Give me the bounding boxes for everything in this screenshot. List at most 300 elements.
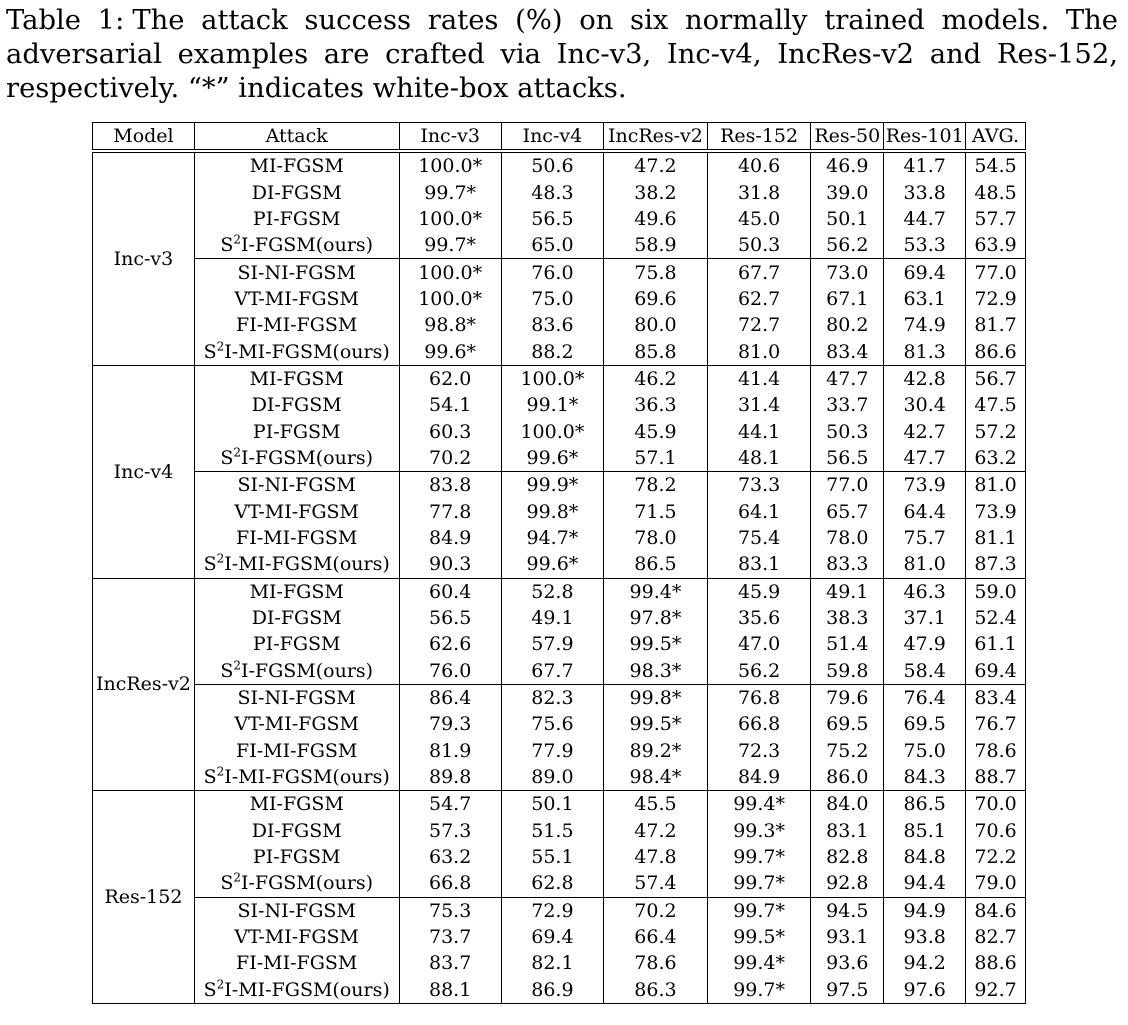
table-row xyxy=(93,578,1026,605)
value-cell: 77.9 xyxy=(501,738,603,764)
value-cell: 51.5 xyxy=(501,818,603,844)
value-cell: 83.4 xyxy=(811,338,884,365)
value-cell: 82.7 xyxy=(966,924,1026,950)
value-cell: 57.9 xyxy=(501,631,603,657)
value-cell: 33.8 xyxy=(884,179,966,205)
value-cell: 41.4 xyxy=(707,365,811,392)
value-cell: 94.4 xyxy=(884,870,966,897)
value-cell: 49.6 xyxy=(604,206,708,232)
value-cell: 99.7* xyxy=(399,179,501,205)
value-cell: 61.1 xyxy=(966,631,1026,657)
table-row xyxy=(93,818,1026,844)
value-cell: 56.7 xyxy=(966,365,1026,392)
value-cell: 94.7* xyxy=(501,525,603,551)
table-row xyxy=(93,179,1026,205)
value-cell: 54.5 xyxy=(966,151,1026,179)
value-cell: 99.7* xyxy=(707,844,811,870)
attack-cell: $S^2I-MI-FGSM(ours)$ xyxy=(194,764,399,791)
table-row xyxy=(93,897,1026,924)
value-cell: 38.2 xyxy=(604,179,708,205)
value-cell: 73.0 xyxy=(811,259,884,286)
model-cell: IncRes-v2 xyxy=(93,578,195,791)
table-row xyxy=(93,286,1026,312)
value-cell: 47.5 xyxy=(966,392,1026,418)
value-cell: 65.7 xyxy=(811,498,884,524)
value-cell: 78.0 xyxy=(604,525,708,551)
value-cell: 97.5 xyxy=(811,977,884,1004)
value-cell: 69.5 xyxy=(884,711,966,737)
value-cell: 56.2 xyxy=(707,658,811,685)
value-cell: 100.0* xyxy=(501,418,603,444)
attack-cell: PI-FGSM xyxy=(194,631,399,657)
value-cell: 77.0 xyxy=(811,472,884,499)
value-cell: 47.9 xyxy=(884,631,966,657)
column-header-avg: AVG. xyxy=(966,123,1026,152)
value-cell: 31.8 xyxy=(707,179,811,205)
value-cell: 83.7 xyxy=(399,950,501,976)
table-row xyxy=(93,498,1026,524)
value-cell: 49.1 xyxy=(811,578,884,605)
value-cell: 50.1 xyxy=(811,206,884,232)
value-cell: 54.7 xyxy=(399,791,501,818)
attack-cell: SI-NI-FGSM xyxy=(194,897,399,924)
value-cell: 86.5 xyxy=(604,551,708,578)
value-cell: 93.8 xyxy=(884,924,966,950)
value-cell: 39.0 xyxy=(811,179,884,205)
value-cell: 58.4 xyxy=(884,658,966,685)
value-cell: 83.1 xyxy=(811,818,884,844)
value-cell: 99.8* xyxy=(501,498,603,524)
value-cell: 100.0* xyxy=(399,151,501,179)
value-cell: 75.3 xyxy=(399,897,501,924)
value-cell: 62.0 xyxy=(399,365,501,392)
value-cell: 49.1 xyxy=(501,605,603,631)
value-cell: 60.4 xyxy=(399,578,501,605)
value-cell: 33.7 xyxy=(811,392,884,418)
value-cell: 77.0 xyxy=(966,259,1026,286)
value-cell: 75.7 xyxy=(884,525,966,551)
value-cell: 47.7 xyxy=(811,365,884,392)
value-cell: 99.1* xyxy=(501,392,603,418)
value-cell: 63.1 xyxy=(884,286,966,312)
value-cell: 57.7 xyxy=(966,206,1026,232)
value-cell: 64.1 xyxy=(707,498,811,524)
value-cell: 66.8 xyxy=(399,870,501,897)
value-cell: 93.6 xyxy=(811,950,884,976)
table-row xyxy=(93,870,1026,897)
value-cell: 100.0* xyxy=(399,286,501,312)
value-cell: 60.3 xyxy=(399,418,501,444)
value-cell: 99.6* xyxy=(501,551,603,578)
value-cell: 30.4 xyxy=(884,392,966,418)
value-cell: 80.2 xyxy=(811,312,884,338)
value-cell: 70.2 xyxy=(604,897,708,924)
table-row xyxy=(93,924,1026,950)
value-cell: 56.5 xyxy=(399,605,501,631)
value-cell: 72.9 xyxy=(966,286,1026,312)
attack-cell: MI-FGSM xyxy=(194,365,399,392)
value-cell: 99.4* xyxy=(707,791,811,818)
value-cell: 62.8 xyxy=(501,870,603,897)
value-cell: 98.8* xyxy=(399,312,501,338)
value-cell: 54.1 xyxy=(399,392,501,418)
value-cell: 84.9 xyxy=(399,525,501,551)
value-cell: 45.0 xyxy=(707,206,811,232)
value-cell: 47.8 xyxy=(604,844,708,870)
attack-cell: MI-FGSM xyxy=(194,578,399,605)
table-body xyxy=(93,151,1026,1004)
value-cell: 72.9 xyxy=(501,897,603,924)
attack-cell: SI-NI-FGSM xyxy=(194,259,399,286)
value-cell: 88.7 xyxy=(966,764,1026,791)
value-cell: 99.5* xyxy=(604,631,708,657)
table-row xyxy=(93,151,1026,179)
value-cell: 100.0* xyxy=(399,206,501,232)
attack-cell: $S^2I-FGSM(ours)$ xyxy=(194,658,399,685)
value-cell: 99.7* xyxy=(707,897,811,924)
value-cell: 44.1 xyxy=(707,418,811,444)
column-header-res-152: Res-152 xyxy=(707,123,811,152)
value-cell: 84.9 xyxy=(707,764,811,791)
table-row xyxy=(93,418,1026,444)
value-cell: 66.8 xyxy=(707,711,811,737)
value-cell: 63.2 xyxy=(399,844,501,870)
value-cell: 81.0 xyxy=(966,472,1026,499)
value-cell: 86.6 xyxy=(966,338,1026,365)
model-cell: Res-152 xyxy=(93,791,195,1004)
value-cell: 99.3* xyxy=(707,818,811,844)
value-cell: 88.1 xyxy=(399,977,501,1004)
value-cell: 47.0 xyxy=(707,631,811,657)
table-row xyxy=(93,658,1026,685)
value-cell: 75.0 xyxy=(884,738,966,764)
value-cell: 72.3 xyxy=(707,738,811,764)
value-cell: 98.4* xyxy=(604,764,708,791)
value-cell: 47.2 xyxy=(604,818,708,844)
attack-cell: FI-MI-FGSM xyxy=(194,950,399,976)
value-cell: 51.4 xyxy=(811,631,884,657)
value-cell: 88.2 xyxy=(501,338,603,365)
value-cell: 48.3 xyxy=(501,179,603,205)
caption-label: Table 1: xyxy=(6,5,125,36)
table-row xyxy=(93,684,1026,711)
table-row xyxy=(93,472,1026,499)
table-row xyxy=(93,365,1026,392)
value-cell: 44.7 xyxy=(884,206,966,232)
table-row xyxy=(93,525,1026,551)
value-cell: 97.8* xyxy=(604,605,708,631)
value-cell: 84.3 xyxy=(884,764,966,791)
value-cell: 59.0 xyxy=(966,578,1026,605)
value-cell: 56.5 xyxy=(811,445,884,472)
table-caption xyxy=(6,4,1118,106)
value-cell: 99.6* xyxy=(501,445,603,472)
value-cell: 70.6 xyxy=(966,818,1026,844)
table-row xyxy=(93,206,1026,232)
value-cell: 46.9 xyxy=(811,151,884,179)
attack-cell: SI-NI-FGSM xyxy=(194,684,399,711)
attack-cell: VT-MI-FGSM xyxy=(194,711,399,737)
value-cell: 57.2 xyxy=(966,418,1026,444)
value-cell: 100.0* xyxy=(501,365,603,392)
value-cell: 86.0 xyxy=(811,764,884,791)
value-cell: 98.3* xyxy=(604,658,708,685)
table-row xyxy=(93,605,1026,631)
value-cell: 75.6 xyxy=(501,711,603,737)
value-cell: 66.4 xyxy=(604,924,708,950)
value-cell: 79.6 xyxy=(811,684,884,711)
model-cell: Inc-v4 xyxy=(93,365,195,578)
value-cell: 84.8 xyxy=(884,844,966,870)
value-cell: 76.7 xyxy=(966,711,1026,737)
value-cell: 75.0 xyxy=(501,286,603,312)
value-cell: 99.6* xyxy=(399,338,501,365)
value-cell: 50.3 xyxy=(707,232,811,259)
attack-cell: VT-MI-FGSM xyxy=(194,924,399,950)
value-cell: 69.4 xyxy=(501,924,603,950)
column-header-inc-v3: Inc-v3 xyxy=(399,123,501,152)
value-cell: 93.1 xyxy=(811,924,884,950)
table-row xyxy=(93,392,1026,418)
value-cell: 58.9 xyxy=(604,232,708,259)
value-cell: 92.7 xyxy=(966,977,1026,1004)
value-cell: 76.4 xyxy=(884,684,966,711)
caption-text: The attack success rates (%) on six normally trained models. The adversarial examples are crafted via Inc-v3, Inc-v4, IncRes-v2 and Res-152, respectively. “*” indicates white-box attacks. xyxy=(6,5,1118,104)
value-cell: 59.8 xyxy=(811,658,884,685)
value-cell: 65.0 xyxy=(501,232,603,259)
value-cell: 78.6 xyxy=(604,950,708,976)
table-header xyxy=(93,123,1026,152)
value-cell: 50.1 xyxy=(501,791,603,818)
table-row xyxy=(93,977,1026,1004)
value-cell: 69.4 xyxy=(884,259,966,286)
value-cell: 100.0* xyxy=(399,259,501,286)
value-cell: 73.3 xyxy=(707,472,811,499)
value-cell: 38.3 xyxy=(811,605,884,631)
value-cell: 62.7 xyxy=(707,286,811,312)
value-cell: 45.9 xyxy=(604,418,708,444)
value-cell: 81.9 xyxy=(399,738,501,764)
value-cell: 99.5* xyxy=(707,924,811,950)
value-cell: 57.1 xyxy=(604,445,708,472)
value-cell: 69.6 xyxy=(604,286,708,312)
value-cell: 62.6 xyxy=(399,631,501,657)
value-cell: 41.7 xyxy=(884,151,966,179)
value-cell: 86.9 xyxy=(501,977,603,1004)
value-cell: 85.1 xyxy=(884,818,966,844)
value-cell: 87.3 xyxy=(966,551,1026,578)
attack-cell: FI-MI-FGSM xyxy=(194,525,399,551)
attack-cell: MI-FGSM xyxy=(194,791,399,818)
value-cell: 88.6 xyxy=(966,950,1026,976)
value-cell: 84.0 xyxy=(811,791,884,818)
value-cell: 48.5 xyxy=(966,179,1026,205)
attack-cell: DI-FGSM xyxy=(194,605,399,631)
value-cell: 99.4* xyxy=(604,578,708,605)
value-cell: 45.5 xyxy=(604,791,708,818)
attack-cell: SI-NI-FGSM xyxy=(194,472,399,499)
table-row xyxy=(93,764,1026,791)
value-cell: 76.0 xyxy=(501,259,603,286)
value-cell: 50.6 xyxy=(501,151,603,179)
value-cell: 69.5 xyxy=(811,711,884,737)
value-cell: 40.6 xyxy=(707,151,811,179)
value-cell: 81.0 xyxy=(707,338,811,365)
column-header-res-50: Res-50 xyxy=(811,123,884,152)
attack-cell: PI-FGSM xyxy=(194,844,399,870)
value-cell: 76.8 xyxy=(707,684,811,711)
value-cell: 78.6 xyxy=(966,738,1026,764)
value-cell: 99.7* xyxy=(399,232,501,259)
value-cell: 81.3 xyxy=(884,338,966,365)
value-cell: 82.3 xyxy=(501,684,603,711)
value-cell: 99.8* xyxy=(604,684,708,711)
value-cell: 64.4 xyxy=(884,498,966,524)
value-cell: 89.0 xyxy=(501,764,603,791)
value-cell: 92.8 xyxy=(811,870,884,897)
value-cell: 37.1 xyxy=(884,605,966,631)
value-cell: 82.8 xyxy=(811,844,884,870)
value-cell: 99.7* xyxy=(707,977,811,1004)
value-cell: 52.4 xyxy=(966,605,1026,631)
value-cell: 55.1 xyxy=(501,844,603,870)
value-cell: 31.4 xyxy=(707,392,811,418)
attack-cell: $S^2I-MI-FGSM(ours)$ xyxy=(194,977,399,1004)
table-row xyxy=(93,738,1026,764)
table-row xyxy=(93,844,1026,870)
value-cell: 71.5 xyxy=(604,498,708,524)
value-cell: 80.0 xyxy=(604,312,708,338)
value-cell: 79.0 xyxy=(966,870,1026,897)
attack-cell: PI-FGSM xyxy=(194,206,399,232)
table-row xyxy=(93,791,1026,818)
results-table xyxy=(92,122,1026,1004)
attack-cell: $S^2I-FGSM(ours)$ xyxy=(194,445,399,472)
value-cell: 67.7 xyxy=(501,658,603,685)
attack-cell: DI-FGSM xyxy=(194,179,399,205)
column-header-model: Model xyxy=(93,123,195,152)
table-row xyxy=(93,711,1026,737)
value-cell: 75.8 xyxy=(604,259,708,286)
value-cell: 67.1 xyxy=(811,286,884,312)
value-cell: 89.8 xyxy=(399,764,501,791)
value-cell: 53.3 xyxy=(884,232,966,259)
column-header-res-101: Res-101 xyxy=(884,123,966,152)
value-cell: 78.2 xyxy=(604,472,708,499)
value-cell: 50.3 xyxy=(811,418,884,444)
value-cell: 57.3 xyxy=(399,818,501,844)
attack-cell: $S^2I-MI-FGSM(ours)$ xyxy=(194,551,399,578)
value-cell: 83.6 xyxy=(501,312,603,338)
table-row xyxy=(93,445,1026,472)
value-cell: 63.2 xyxy=(966,445,1026,472)
column-header-attack: Attack xyxy=(194,123,399,152)
table-row xyxy=(93,950,1026,976)
value-cell: 73.9 xyxy=(966,498,1026,524)
value-cell: 83.3 xyxy=(811,551,884,578)
value-cell: 72.2 xyxy=(966,844,1026,870)
value-cell: 86.3 xyxy=(604,977,708,1004)
value-cell: 36.3 xyxy=(604,392,708,418)
value-cell: 85.8 xyxy=(604,338,708,365)
value-cell: 46.2 xyxy=(604,365,708,392)
value-cell: 81.0 xyxy=(884,551,966,578)
value-cell: 86.5 xyxy=(884,791,966,818)
value-cell: 83.8 xyxy=(399,472,501,499)
value-cell: 56.2 xyxy=(811,232,884,259)
value-cell: 79.3 xyxy=(399,711,501,737)
value-cell: 70.0 xyxy=(966,791,1026,818)
value-cell: 48.1 xyxy=(707,445,811,472)
value-cell: 42.7 xyxy=(884,418,966,444)
value-cell: 70.2 xyxy=(399,445,501,472)
value-cell: 47.7 xyxy=(884,445,966,472)
attack-cell: FI-MI-FGSM xyxy=(194,312,399,338)
value-cell: 82.1 xyxy=(501,950,603,976)
value-cell: 89.2* xyxy=(604,738,708,764)
value-cell: 63.9 xyxy=(966,232,1026,259)
value-cell: 94.5 xyxy=(811,897,884,924)
attack-cell: MI-FGSM xyxy=(194,151,399,179)
value-cell: 57.4 xyxy=(604,870,708,897)
value-cell: 73.7 xyxy=(399,924,501,950)
value-cell: 99.5* xyxy=(604,711,708,737)
table-row xyxy=(93,631,1026,657)
attack-cell: VT-MI-FGSM xyxy=(194,498,399,524)
value-cell: 99.7* xyxy=(707,870,811,897)
value-cell: 52.8 xyxy=(501,578,603,605)
value-cell: 46.3 xyxy=(884,578,966,605)
value-cell: 76.0 xyxy=(399,658,501,685)
column-header-inc-v4: Inc-v4 xyxy=(501,123,603,152)
value-cell: 86.4 xyxy=(399,684,501,711)
attack-cell: $S^2I-MI-FGSM(ours)$ xyxy=(194,338,399,365)
value-cell: 84.6 xyxy=(966,897,1026,924)
attack-cell: VT-MI-FGSM xyxy=(194,286,399,312)
value-cell: 78.0 xyxy=(811,525,884,551)
attack-cell: FI-MI-FGSM xyxy=(194,738,399,764)
attack-cell: DI-FGSM xyxy=(194,818,399,844)
value-cell: 47.2 xyxy=(604,151,708,179)
table-row xyxy=(93,312,1026,338)
value-cell: 67.7 xyxy=(707,259,811,286)
value-cell: 90.3 xyxy=(399,551,501,578)
value-cell: 83.4 xyxy=(966,684,1026,711)
value-cell: 75.2 xyxy=(811,738,884,764)
value-cell: 94.9 xyxy=(884,897,966,924)
model-cell: Inc-v3 xyxy=(93,151,195,365)
value-cell: 83.1 xyxy=(707,551,811,578)
value-cell: 75.4 xyxy=(707,525,811,551)
value-cell: 35.6 xyxy=(707,605,811,631)
value-cell: 56.5 xyxy=(501,206,603,232)
value-cell: 97.6 xyxy=(884,977,966,1004)
attack-cell: PI-FGSM xyxy=(194,418,399,444)
attack-cell: DI-FGSM xyxy=(194,392,399,418)
column-header-incres-v2: IncRes-v2 xyxy=(604,123,708,152)
value-cell: 72.7 xyxy=(707,312,811,338)
value-cell: 45.9 xyxy=(707,578,811,605)
table-row xyxy=(93,232,1026,259)
value-cell: 42.8 xyxy=(884,365,966,392)
value-cell: 77.8 xyxy=(399,498,501,524)
value-cell: 74.9 xyxy=(884,312,966,338)
table-row xyxy=(93,338,1026,365)
value-cell: 99.9* xyxy=(501,472,603,499)
table-row xyxy=(93,551,1026,578)
value-cell: 94.2 xyxy=(884,950,966,976)
attack-cell: $S^2I-FGSM(ours)$ xyxy=(194,870,399,897)
